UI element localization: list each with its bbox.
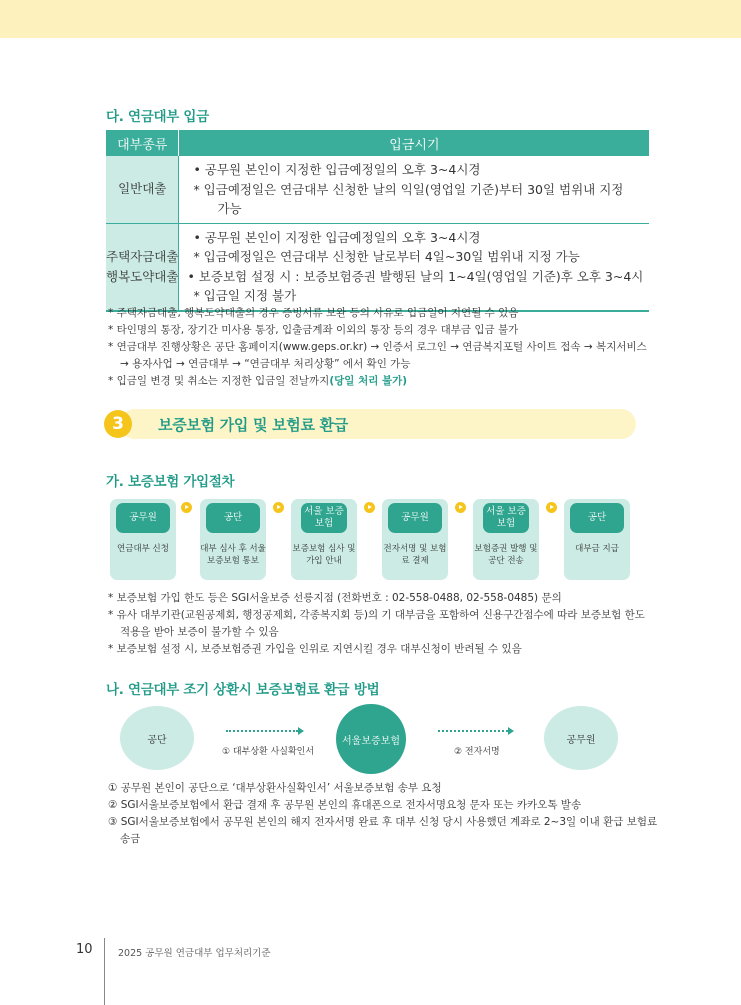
arrow-right-icon — [364, 502, 375, 513]
process-step-2 — [200, 499, 266, 580]
step-label: 공단 — [206, 503, 260, 533]
flow-edge-label-2: ② 전자서명 — [454, 747, 500, 757]
note-line: ③ SGI서울보증보험에서 공무원 본인의 해지 전자서명 완료 후 대부 신청 당시 사용했던 계좌로 2~3일 이내 환급 보험료 — [108, 816, 658, 828]
note-line: * 주택자금대출, 행복도약대출의 경우 증빙서류 보완 등의 사유로 입금일이 지연될 수 있음 — [108, 307, 519, 319]
process-step-1 — [110, 499, 176, 580]
notes-refund — [108, 780, 658, 848]
note-line: * 보증보험 설정 시, 보증보험증권 가입을 인위로 지연시킬 경우 대부신청이 반려될 수 있음 — [108, 643, 522, 655]
notes-deposit — [108, 305, 647, 390]
loan-type-housing — [106, 223, 179, 311]
step-desc: 전자서명 및 보험료 결제 — [383, 544, 447, 566]
loan-type-general: 일반대출 — [106, 156, 179, 223]
table-line: • 공무원 본인이 지정한 입금예정일의 오후 3~4시경 — [193, 229, 481, 245]
arrow-right-icon — [546, 502, 557, 513]
flow-arrow-2 — [438, 730, 508, 732]
header-loan-type: 대부종류 — [106, 130, 179, 156]
step-label: 서울 보증보험 — [483, 503, 529, 533]
arrow-right-icon — [273, 502, 284, 513]
table-line: * 입금일 지정 불가 — [193, 288, 297, 303]
section-title-da: 다. 연금대부 입금 — [106, 109, 209, 125]
table-row — [106, 223, 649, 311]
step-label: 공무원 — [116, 503, 170, 533]
note-line — [108, 373, 638, 390]
process-step-5 — [473, 499, 539, 580]
step-desc: 연금대부 신청 — [117, 544, 169, 554]
note-line: → 용자사업 → 연금대부 → “연금대부 처리상황” 에서 확인 가능 — [120, 358, 411, 370]
deposit-timing-table — [106, 130, 649, 312]
step-label: 서울 보증보험 — [301, 503, 347, 533]
step-desc: 보험증권 발행 및 공단 전송 — [474, 544, 538, 566]
arrow-right-icon — [455, 502, 466, 513]
step-desc: 대부금 지급 — [575, 544, 619, 554]
table-line: 가능 — [217, 201, 242, 216]
deposit-time-general — [179, 156, 649, 223]
deposit-time-housing — [179, 223, 649, 311]
note-line: * 연금대부 진행상황은 공단 홈페이지(www.geps.or.kr) → 인증서 로그인 → 연금복지포털 사이트 접속 → 복지서비스 — [108, 341, 647, 353]
process-step-6 — [564, 499, 630, 580]
table-line: • 공무원 본인이 지정한 입금예정일의 오후 3~4시경 — [193, 162, 481, 177]
notes-insurance — [108, 590, 645, 658]
note-highlight: (당일 처리 불가) — [329, 375, 408, 387]
arrow-right-icon — [181, 502, 192, 513]
flow-edge-label-1: ① 대부상환 사실확인서 — [222, 747, 315, 757]
section-3-title: 보증보험 가입 및 보험료 환급 — [158, 416, 348, 434]
flow-node-sgi: 서울보증보험 — [336, 704, 406, 774]
page-number: 10 — [76, 942, 93, 957]
table-line: * 입금예정일은 연금대부 신청한 날의 익일(영업일 기준)부터 30일 범위내 지정 — [193, 181, 624, 197]
note-line: ② SGI서울보증보험에서 환급 결재 후 공무원 본인의 휴대폰으로 전자서명요청 문자 또는 카카오톡 발송 — [108, 799, 582, 811]
table-line: • 보증보험 설정 시 : 보증보험증권 발행된 날의 1~4일(영업일 기준)후 오후 3~4시 — [187, 268, 644, 284]
table-row — [106, 156, 649, 223]
step-desc: 보증보험 심사 및 가입 안내 — [292, 544, 356, 566]
loan-type-housing-label: 주택자금대출 — [106, 248, 179, 264]
section-3-number: 3 — [104, 410, 132, 438]
note-line: * 타인명의 통장, 장기간 미사용 통장, 입출금계좌 이외의 통장 등의 경우 대부금 입금 불가 — [108, 324, 519, 336]
process-step-3 — [291, 499, 357, 580]
flow-node-gongdan: 공단 — [120, 706, 194, 770]
section-title-na: 나. 연금대부 조기 상환시 보증보험료 환급 방법 — [106, 682, 380, 698]
table-line: * 입금예정일은 연금대부 신청한 날로부터 4일~30일 범위내 지정 가능 — [193, 249, 580, 264]
footer-divider — [104, 938, 105, 1005]
step-label: 공무원 — [388, 503, 442, 533]
process-step-4 — [382, 499, 448, 580]
note-line: 적용을 받아 보증이 불가할 수 있음 — [120, 626, 279, 638]
flow-arrow-1 — [226, 730, 298, 732]
top-color-band — [0, 0, 741, 38]
note-line: ① 공무원 본인이 공단으로 ‘대부상환사실확인서’ 서울보증보험 송부 요청 — [108, 782, 442, 794]
note-line: * 보증보험 가입 한도 등은 SGI서울보증 선릉지점 (전화번호 : 02-558-0488, 02-558-0485) 문의 — [108, 592, 562, 604]
table-header-row — [106, 130, 649, 156]
header-deposit-time: 입금시기 — [179, 130, 649, 156]
section-title-ga: 가. 보증보험 가입절차 — [106, 474, 235, 490]
footer-doc-title: 2025 공무원 연금대부 업무처리기준 — [118, 948, 271, 959]
step-label: 공단 — [570, 503, 624, 533]
loan-type-happy-label: 행복도약대출 — [106, 268, 179, 284]
note-line: 송금 — [120, 833, 141, 845]
step-desc: 대부 심사 후 서울보증보험 통보 — [200, 544, 266, 566]
note-line: * 유사 대부기관(교원공제회, 행정공제회, 각종복지회 등)의 기 대부금을 포함하여 신용구간점수에 따라 보증보험 한도 — [108, 609, 645, 621]
note-prefix: * 입금일 변경 및 취소는 지정한 입금일 전날까지 — [108, 375, 330, 387]
flow-node-official: 공무원 — [544, 706, 618, 770]
